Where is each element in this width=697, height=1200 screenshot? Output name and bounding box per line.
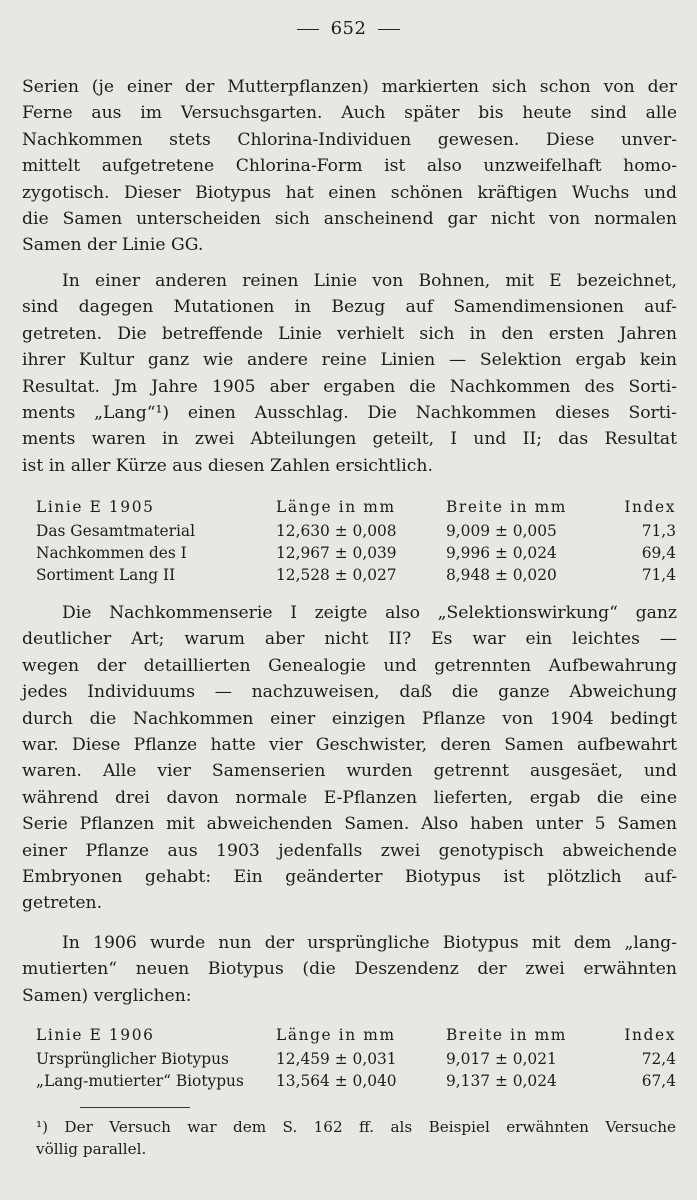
text-line: getreten. Die betreffende Linie verhielt sich in den ersten Jahren: [22, 323, 677, 344]
footnote-divider: [80, 1107, 190, 1108]
table-cell: 67,4: [641, 1072, 676, 1090]
text-line: ist in aller Kürze aus diesen Zahlen ersichtlich.: [22, 455, 433, 476]
table-row: [36, 520, 676, 542]
text-line: Die Nachkommenserie I zeigte also „Selektionswirkung“ ganz: [62, 603, 677, 623]
paragraph-1: [22, 74, 677, 259]
text-line: Serie Pflanzen mit abweichenden Samen. Also haben unter 5 Samen: [22, 814, 677, 835]
text-line: deutlicher Art; warum aber nicht II? Es war ein leichtes —: [22, 629, 677, 650]
text-line: war. Diese Pflanze hatte vier Geschwister, deren Samen aufbewahrt: [22, 735, 677, 756]
table-cell: „Lang-mutierter“ Biotypus: [36, 1072, 244, 1090]
text-line: Samen der Linie GG.: [22, 235, 204, 256]
footnote-line: ¹) Der Versuch war dem S. 162 ff. als Beispiel erwähnten Versuche: [36, 1118, 676, 1136]
table-cell: Nachkommen des I: [36, 544, 187, 562]
text-line: mutierten“ neuen Biotypus (die Deszendenz der zwei erwähnten: [22, 959, 677, 980]
table-cell: 9,137 ± 0,024: [446, 1072, 557, 1090]
table-header-cell: Breite in mm: [446, 498, 567, 516]
text-line: während drei davon normale E-Pflanzen lieferten, ergab die eine: [22, 787, 677, 808]
paragraph-4: [22, 930, 677, 1009]
table-cell: 13,564 ± 0,040: [276, 1072, 397, 1090]
table-row: [36, 1048, 676, 1070]
table-header-cell: Länge in mm: [276, 498, 396, 516]
text-line: ihrer Kultur ganz wie andere reine Linien — Selektion ergab kein: [22, 350, 677, 371]
table-linie-e-1905: [36, 494, 676, 586]
table-cell: Das Gesamtmaterial: [36, 522, 196, 540]
text-line: Ferne aus im Versuchsgarten. Auch später bis heute sind alle: [22, 103, 677, 124]
text-line: Serien (je einer der Mutterpflanzen) markierten sich schon von der: [22, 77, 677, 97]
text-line: Samen) verglichen:: [22, 985, 192, 1006]
table-header-cell: Linie E 1905: [36, 498, 155, 516]
text-line: einer Pflanze aus 1903 jedenfalls zwei genotypisch abweichende: [22, 840, 677, 861]
table-cell: 69,4: [641, 544, 676, 562]
table-header-cell: Index: [624, 498, 676, 516]
table-header-cell: Index: [624, 1026, 676, 1044]
table-header-row: [36, 1022, 676, 1048]
paragraph-2: [22, 268, 677, 479]
table-cell: 72,4: [641, 1050, 676, 1068]
table-row: [36, 542, 676, 564]
table-cell: Sortiment Lang II: [36, 566, 176, 584]
table-cell: 71,3: [641, 522, 676, 540]
dash-right: [378, 29, 400, 30]
text-line: getreten.: [22, 893, 103, 914]
text-line: durch die Nachkommen einer einzigen Pflanze von 1904 bedingt: [22, 708, 677, 729]
table-cell: 12,630 ± 0,008: [276, 522, 397, 540]
table-cell: 8,948 ± 0,020: [446, 566, 557, 584]
table-cell: 12,967 ± 0,039: [276, 544, 397, 562]
table-linie-e-1906: [36, 1022, 676, 1092]
table-row: [36, 1070, 676, 1092]
footnote-line: völlig parallel.: [36, 1140, 147, 1158]
table-cell: 9,017 ± 0,021: [446, 1050, 557, 1068]
footnote: [36, 1116, 676, 1160]
text-line: waren. Alle vier Samenserien wurden getrennt ausgesäet, und: [22, 761, 677, 782]
text-line: ments „Lang“¹) einen Ausschlag. Die Nachkommen dieses Sorti-: [22, 403, 677, 424]
text-line: mittelt aufgetretene Chlorina-Form ist also unzweifelhaft homo-: [22, 156, 677, 177]
table-cell: Ursprünglicher Biotypus: [36, 1050, 229, 1068]
text-line: In 1906 wurde nun der ursprüngliche Biotypus mit dem „lang-: [62, 933, 677, 953]
table-header-cell: Breite in mm: [446, 1026, 567, 1044]
text-line: jedes Individuums — nachzuweisen, daß die ganze Abweichung: [22, 682, 677, 703]
page-number: 652: [330, 18, 367, 39]
page-number-header: [0, 18, 697, 39]
paragraph-3: [22, 600, 677, 917]
text-line: die Samen unterscheiden sich anscheinend gar nicht von normalen: [22, 209, 677, 230]
table-cell: 9,996 ± 0,024: [446, 544, 557, 562]
table-header-cell: Linie E 1906: [36, 1026, 155, 1044]
text-line: Nachkommen stets Chlorina-Individuen gewesen. Diese unver-: [22, 129, 677, 150]
text-line: Embryonen gehabt: Ein geänderter Biotypus ist plötzlich auf-: [22, 867, 677, 888]
table-header-row: [36, 494, 676, 520]
table-cell: 12,528 ± 0,027: [276, 566, 397, 584]
text-line: Resultat. Jm Jahre 1905 aber ergaben die Nachkommen des Sorti-: [22, 376, 677, 397]
text-line: wegen der detaillierten Genealogie und getrennten Aufbewahrung: [22, 655, 677, 676]
table-cell: 71,4: [641, 566, 676, 584]
text-line: zygotisch. Dieser Biotypus hat einen schönen kräftigen Wuchs und: [22, 182, 677, 203]
dash-left: [297, 29, 319, 30]
table-header-cell: Länge in mm: [276, 1026, 396, 1044]
table-row: [36, 564, 676, 586]
table-cell: 12,459 ± 0,031: [276, 1050, 397, 1068]
text-line: ments waren in zwei Abteilungen geteilt, I und II; das Resultat: [22, 429, 677, 450]
text-line: In einer anderen reinen Linie von Bohnen, mit E bezeichnet,: [62, 271, 677, 291]
table-cell: 9,009 ± 0,005: [446, 522, 557, 540]
text-line: sind dagegen Mutationen in Bezug auf Samendimensionen auf-: [22, 297, 677, 318]
